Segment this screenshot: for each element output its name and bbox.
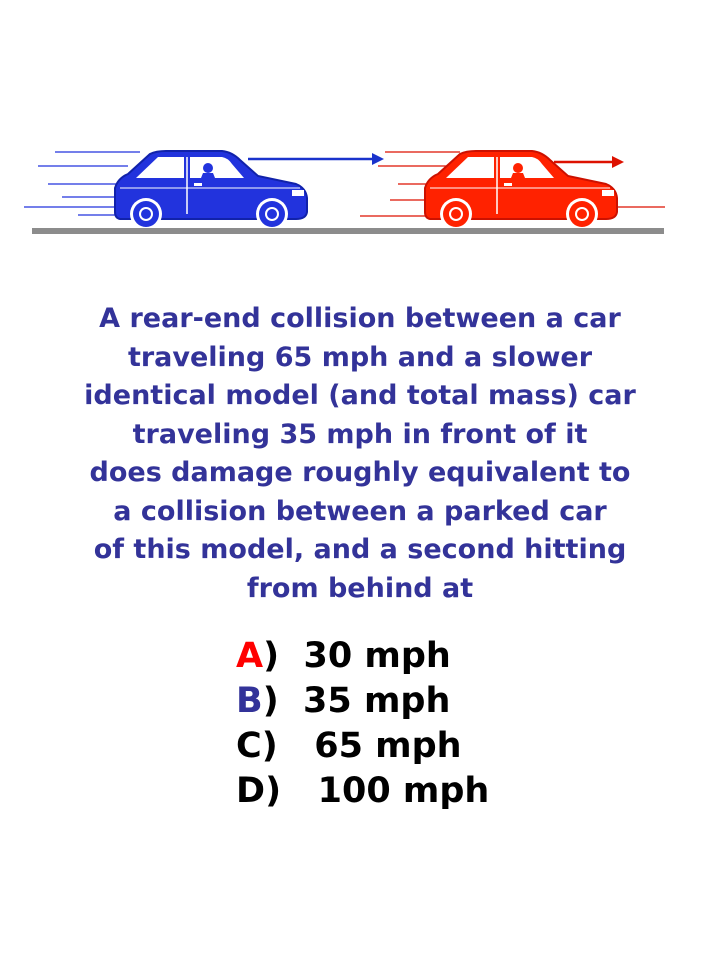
blue-car — [115, 151, 307, 230]
choice-c-text: ) 65 mph — [261, 726, 462, 766]
question-line: from behind at — [246, 572, 474, 604]
choice-c[interactable] — [236, 724, 489, 769]
choice-b[interactable] — [236, 679, 489, 724]
choice-b-letter: B — [236, 681, 263, 721]
choice-a-letter: A — [236, 636, 264, 676]
choice-d-letter: D — [236, 771, 266, 811]
road — [32, 228, 664, 234]
question-line: A rear-end collision between a car — [99, 303, 621, 334]
choice-d[interactable] — [236, 769, 489, 814]
question-line: traveling 35 mph in front of it — [132, 418, 588, 450]
question-line: a collision between a parked car — [113, 495, 607, 527]
choice-b-text: ) 35 mph — [262, 681, 451, 721]
choice-a-text: ) 30 mph — [263, 636, 451, 676]
red-velocity-arrow — [554, 156, 624, 168]
question-line: does damage roughly equivalent to — [89, 457, 631, 488]
question-text — [20, 300, 700, 608]
answer-choices — [236, 634, 489, 814]
choice-d-text: ) 100 mph — [265, 771, 490, 811]
question-line: traveling 65 mph and a slower — [127, 341, 593, 373]
question-line: identical model (and total mass) car — [84, 380, 636, 411]
choice-c-letter: C — [236, 726, 262, 766]
car-collision-illustration — [0, 130, 720, 250]
choice-a[interactable] — [236, 634, 489, 679]
question-line: of this model, and a second hitting — [93, 534, 627, 565]
blue-velocity-arrow — [248, 153, 384, 165]
